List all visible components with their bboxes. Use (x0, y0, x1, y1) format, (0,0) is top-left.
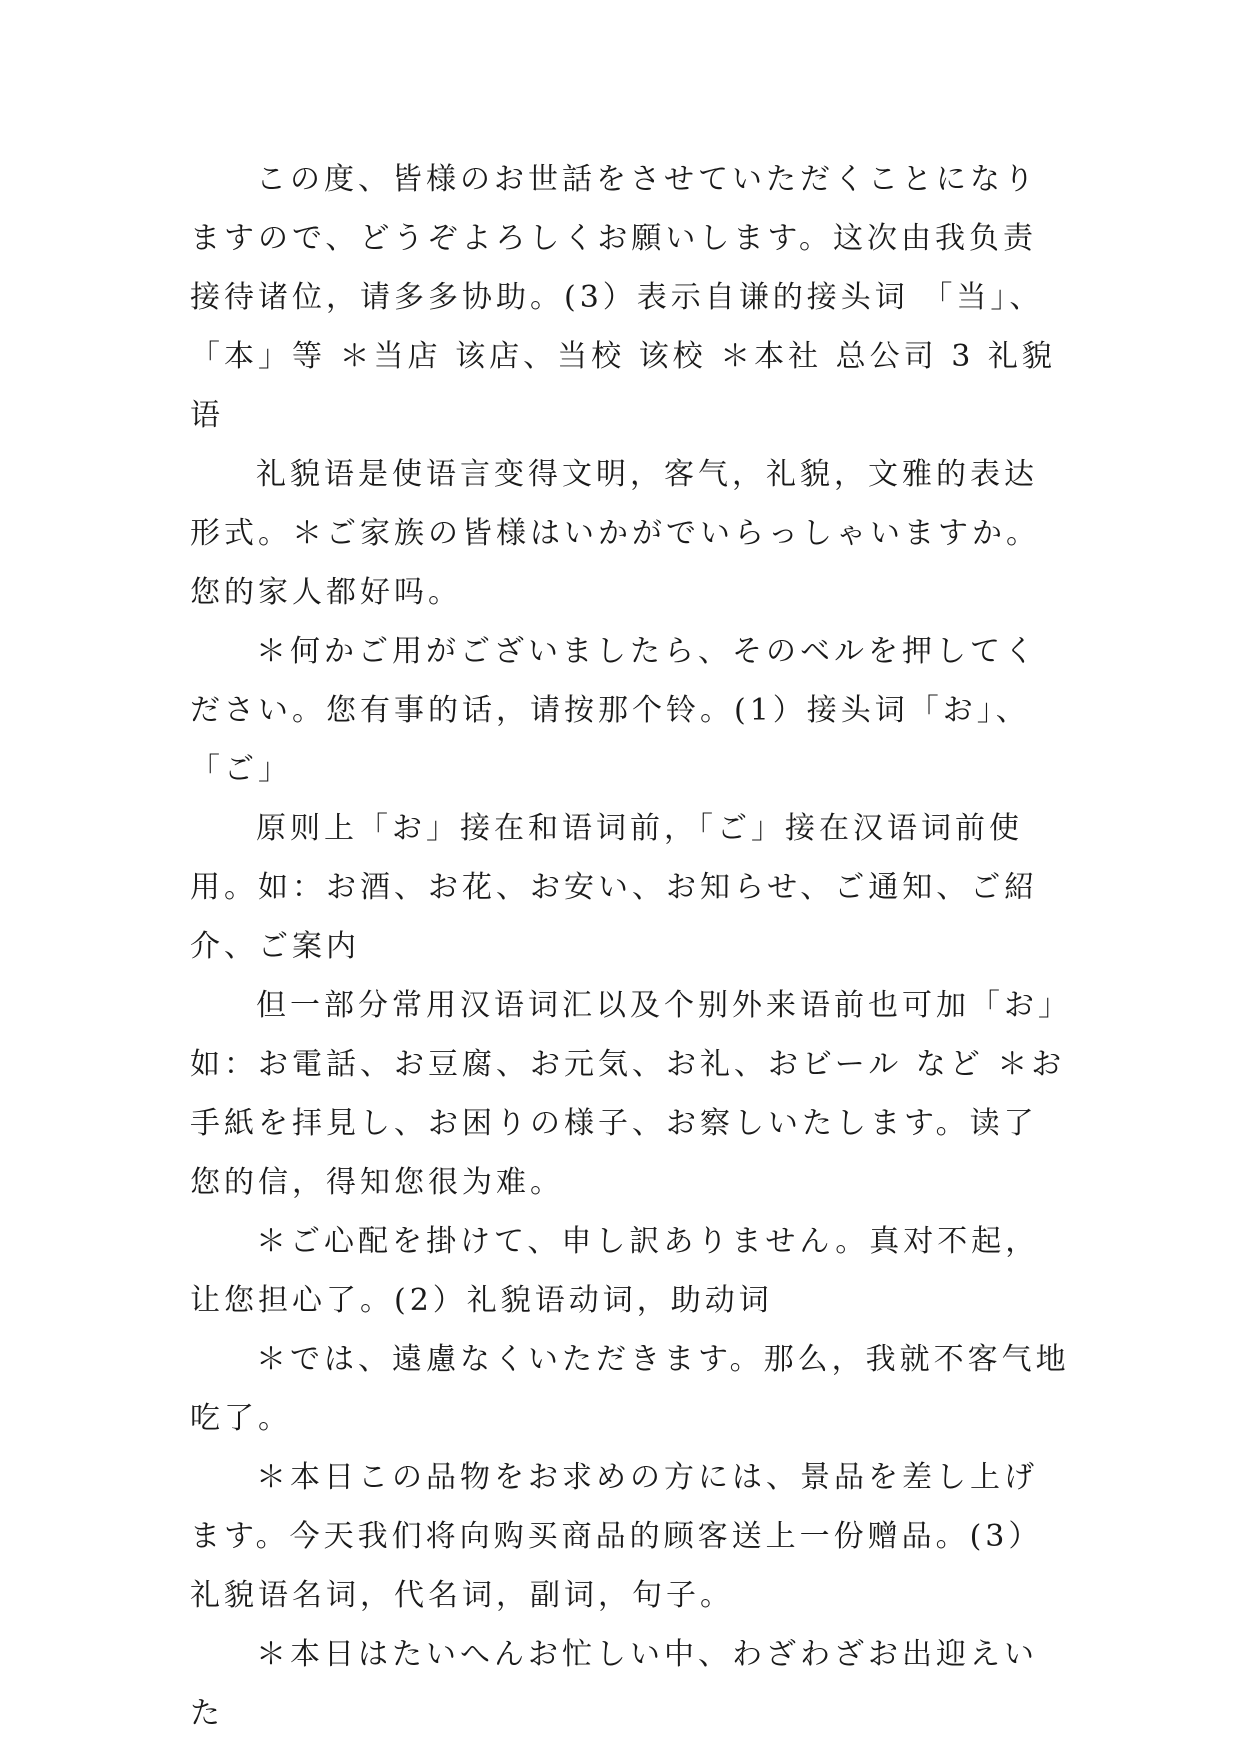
paragraph: ＊ご心配を掛けて、申し訳ありません。真对不起，让您担心了。(2）礼貌语动词，助动词 (190, 1224, 1040, 1318)
paragraph: ＊本日この品物をお求めの方には、景品を差し上げます。今天我们将向购买商品的顾客送上一份赠品。(3）礼貌语名词，代名词，副词，句子。 (190, 1460, 1043, 1613)
paragraph: 但一部分常用汉语词汇以及个别外来语前也可加「お」如：お電話、お豆腐、お元気、お礼、おビール など ＊お手紙を拝見し、お困りの様子、お察しいたします。读了您的信，得知您很为难。 (190, 988, 1066, 1200)
paragraph: ＊本日はたいへんお忙しい中、わざわざお出迎えいた (190, 1637, 1038, 1731)
paragraph: 原则上「お」接在和语词前，「ご」接在汉语词前使用。如：お酒、お花、お安い、お知らせ、ご通知、ご紹介、ご案内 (190, 811, 1039, 964)
paragraph: ＊何かご用がございましたら、そのベルを押してください。您有事的话，请按那个铃。(1）接头词「お」、「ご」 (190, 634, 1038, 787)
document-page (190, 150, 1070, 1743)
paragraph: この度、皆様のお世話をさせていただくことになりますので、どうぞよろしくお願いします。这次由我负责接待诸位，请多多协助。(3）表示自谦的接头词 「当」、「本」等 ＊当店 该店、当校 该校 ＊本社 总公司 3 礼貌语 (190, 162, 1056, 433)
paragraph: 礼貌语是使语言变得文明，客气，礼貌，文雅的表达形式。＊ご家族の皆様はいかがでいらっしゃいますか。您的家人都好吗。 (190, 457, 1040, 610)
paragraph: ＊では、遠慮なくいただきます。那么，我就不客气地吃了。 (190, 1342, 1070, 1436)
